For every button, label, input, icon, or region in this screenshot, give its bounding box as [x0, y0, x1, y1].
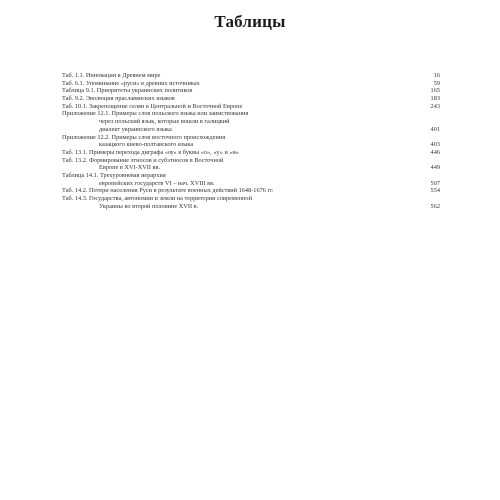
- toc-entry-title: Таб. 14.3. Государства, автономии и земли на территории современной: [62, 195, 252, 202]
- toc-entry-title: Приложение 12.1. Примеры слов польского языка или заимствования: [62, 110, 249, 118]
- toc-entry: [62, 149, 440, 157]
- toc-entry: [62, 87, 440, 95]
- toc-entry-title: Таб. 9.2. Эволюция праславянских языков: [62, 95, 175, 103]
- toc-entry: [62, 187, 440, 195]
- toc-entry-continuation: Европе в XVI-XVII вв.: [99, 164, 161, 172]
- toc-entry-page-number: 507: [430, 179, 440, 187]
- toc-entry-page-number: 16: [433, 72, 440, 79]
- toc-entry-page-number: 183: [430, 95, 440, 103]
- toc-entry-page-number: 401: [430, 125, 440, 133]
- toc-entry-title: Таб. 13.2. Формирование этносов и субэтносов в Восточной: [62, 156, 224, 164]
- toc-entry-title: Таблица 14.1. Трехуровневая иерархия: [62, 171, 166, 179]
- toc-entry-continuation: казацкого киево-полтавского языка: [99, 141, 194, 149]
- toc-entry: [62, 72, 440, 80]
- toc-entry-title: Таб. 13.1. Примеры перехода диграфа «ѹ» в буквы «о», «у» и «ѳ»: [62, 148, 239, 156]
- toc-entry-page-number: 243: [430, 102, 440, 110]
- page-title: Таблицы: [214, 12, 286, 31]
- toc-entry-continuation: через польский язык, которые вошли в галицкий: [99, 118, 230, 126]
- toc-entry-page-number: 449: [430, 164, 440, 172]
- toc-entry-page-number: 562: [430, 202, 440, 210]
- toc-entry-title: Таб. 1.1. Инновации в Древнем мире: [62, 72, 161, 79]
- toc-entry-continuation: Украины во второй половине XVII в.: [99, 202, 199, 210]
- toc-entry: [62, 103, 440, 111]
- toc-entry-page-number: 446: [430, 148, 440, 156]
- toc-entry-page-number: 554: [430, 187, 440, 195]
- toc-entry-title: Таблица 9.1. Приоритеты украинских политиков: [62, 87, 193, 95]
- toc-entry-continuation: европейских государств VI – нач. XVIII вв.: [99, 179, 215, 187]
- toc-entry-title: Таб. 6.1. Упоминание «руси» в древних источниках: [62, 79, 200, 87]
- table-of-contents: [62, 72, 440, 210]
- toc-entry-page-number: 165: [430, 87, 440, 95]
- toc-entry: [62, 110, 440, 133]
- toc-entry-continuation: диалект украинского языка: [99, 125, 172, 133]
- toc-entry: [62, 80, 440, 88]
- toc-entry: [62, 172, 440, 187]
- toc-entry: [62, 134, 440, 149]
- toc-entry-title: Таб. 10.1. Закрепощение селян в Центральной и Восточной Европе: [62, 102, 243, 110]
- toc-entry-title: Приложение 12.2. Примеры слов восточного происхождения: [62, 133, 226, 141]
- toc-entry-page-number: 59: [433, 79, 440, 87]
- toc-entry: [62, 157, 440, 172]
- toc-entry-title: Таб. 14.2. Потери населения Руси в результате военных действий 1648-1676 гг.: [62, 187, 274, 195]
- toc-entry: [62, 195, 440, 210]
- toc-entry-page-number: 403: [430, 141, 440, 149]
- toc-entry: [62, 95, 440, 103]
